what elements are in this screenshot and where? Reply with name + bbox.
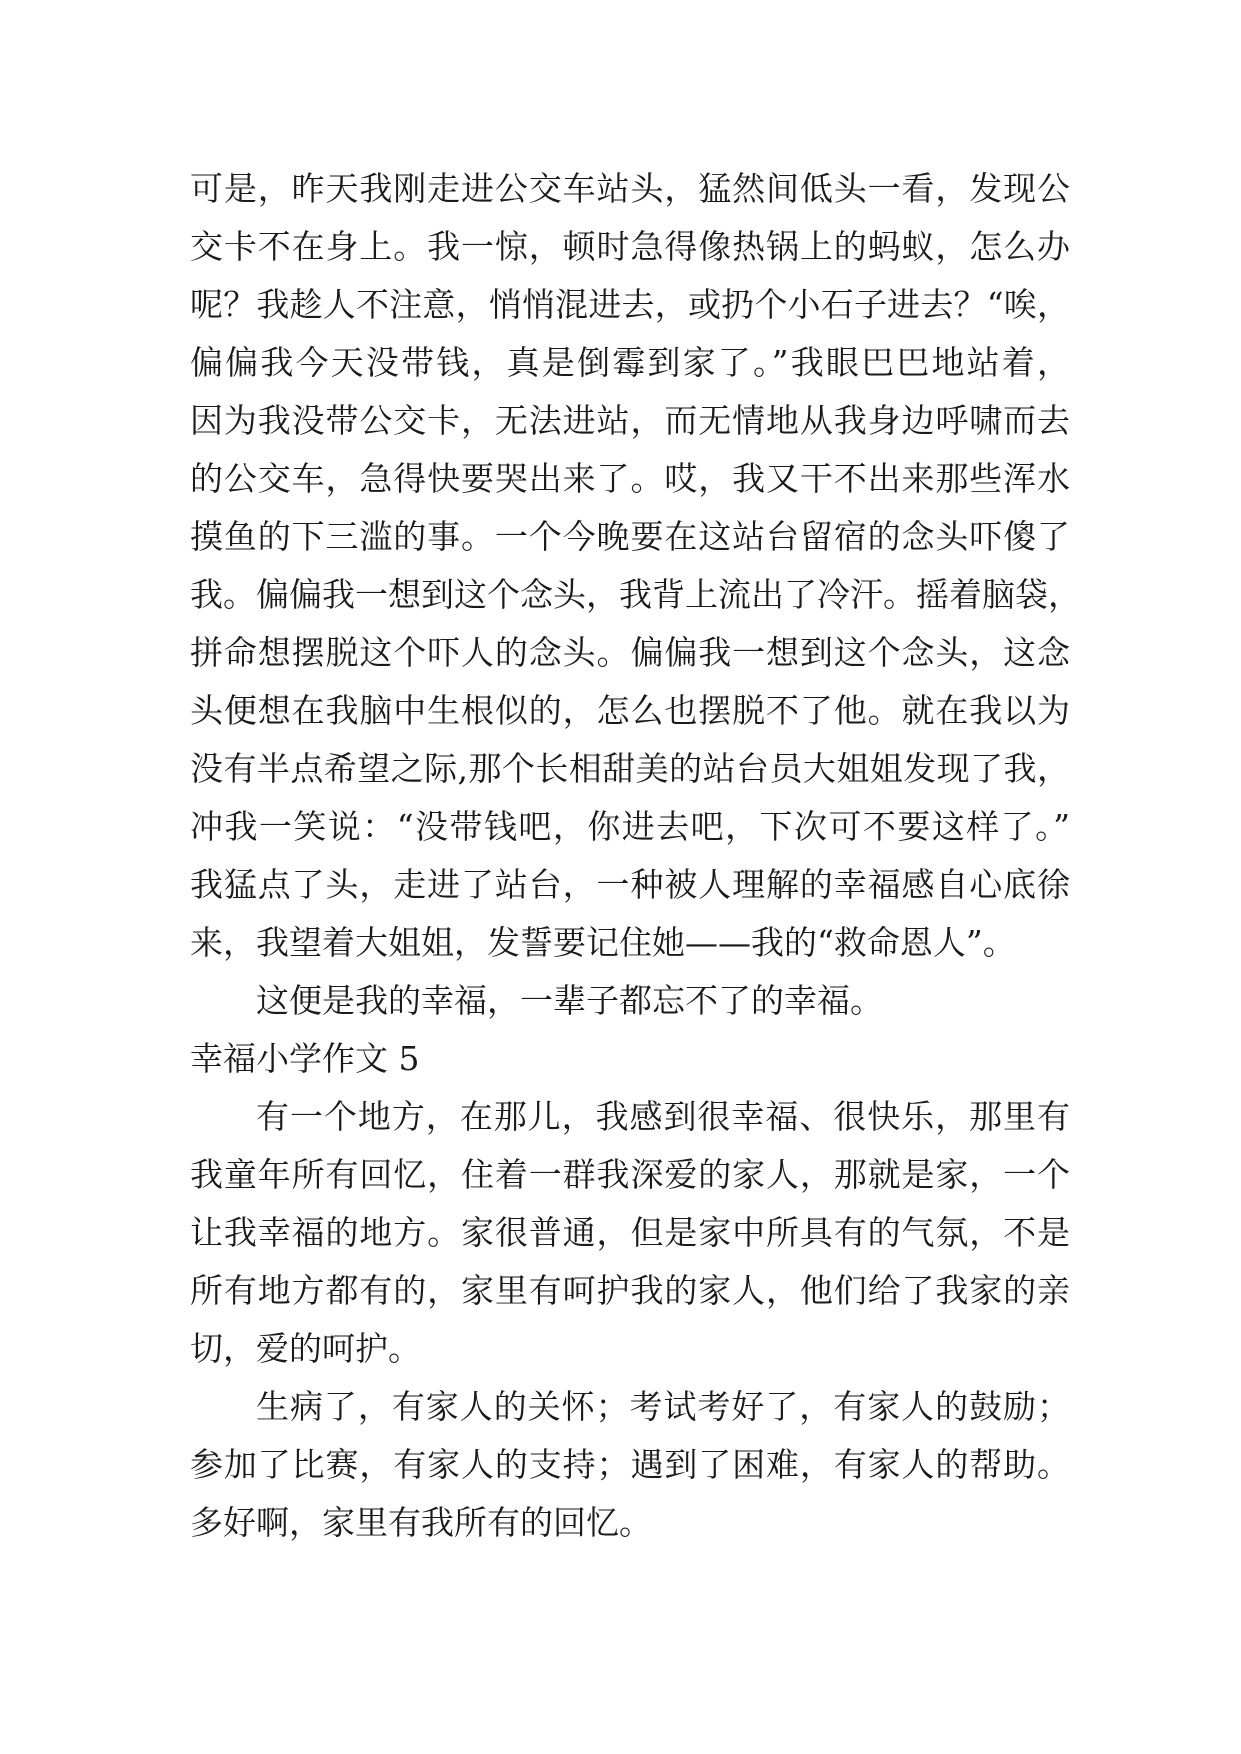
text-line: 冲我一笑说：“没带钱吧，你进去吧，下次可不要这样了。” [190, 807, 1070, 846]
essay-text [190, 160, 1081, 1552]
text-line: 我童年所有回忆，住着一群我深爱的家人，那就是家，一个 [190, 1155, 1070, 1194]
text-line: 我。偏偏我一想到这个念头，我背上流出了冷汗。摇着脑袋， [190, 575, 1081, 614]
text-line: 拼命想摆脱这个吓人的念头。偏偏我一想到这个念头，这念 [190, 633, 1070, 672]
text-line: 呢？我趁人不注意，悄悄混进去，或扔个小石子进去？“唉， [190, 285, 1070, 324]
text-line: 可是，昨天我刚走进公交车站头，猛然间低头一看，发现公 [190, 169, 1070, 208]
text-line: 生病了，有家人的关怀；考试考好了，有家人的鼓励； [256, 1387, 1070, 1426]
text-line: 切，爱的呵护。 [190, 1329, 421, 1368]
text-line: 参加了比赛，有家人的支持；遇到了困难，有家人的帮助。 [190, 1445, 1070, 1484]
text-line: 这便是我的幸福，一辈子都忘不了的幸福。 [256, 981, 883, 1020]
text-line: 没有半点希望之际,那个长相甜美的站台员大姐姐发现了我， [190, 749, 1070, 788]
text-line: 交卡不在身上。我一惊，顿时急得像热锅上的蚂蚁，怎么办 [190, 227, 1070, 266]
text-line: 多好啊，家里有我所有的回忆。 [190, 1503, 652, 1542]
text-line: 头便想在我脑中生根似的，怎么也摆脱不了他。就在我以为 [190, 691, 1070, 730]
text-line: 让我幸福的地方。家很普通，但是家中所具有的气氛，不是 [190, 1213, 1070, 1252]
text-line: 因为我没带公交卡，无法进站，而无情地从我身边呼啸而去 [190, 401, 1070, 440]
text-line: 的公交车，急得快要哭出来了。哎，我又干不出来那些浑水 [190, 459, 1070, 498]
text-line: 摸鱼的下三滥的事。一个今晚要在这站台留宿的念头吓傻了 [190, 517, 1070, 556]
text-line: 有一个地方，在那儿，我感到很幸福、很快乐，那里有 [256, 1097, 1070, 1136]
text-line: 我猛点了头，走进了站台，一种被人理解的幸福感自心底徐 [190, 865, 1070, 904]
text-line: 来，我望着大姐姐，发誓要记住她——我的“救命恩人”。 [190, 923, 1016, 962]
text-line: 所有地方都有的，家里有呵护我的家人，他们给了我家的亲 [190, 1271, 1070, 1310]
section-heading: 幸福小学作文 5 [190, 1039, 420, 1078]
text-line: 偏偏我今天没带钱，真是倒霉到家了。”我眼巴巴地站着， [190, 343, 1070, 382]
